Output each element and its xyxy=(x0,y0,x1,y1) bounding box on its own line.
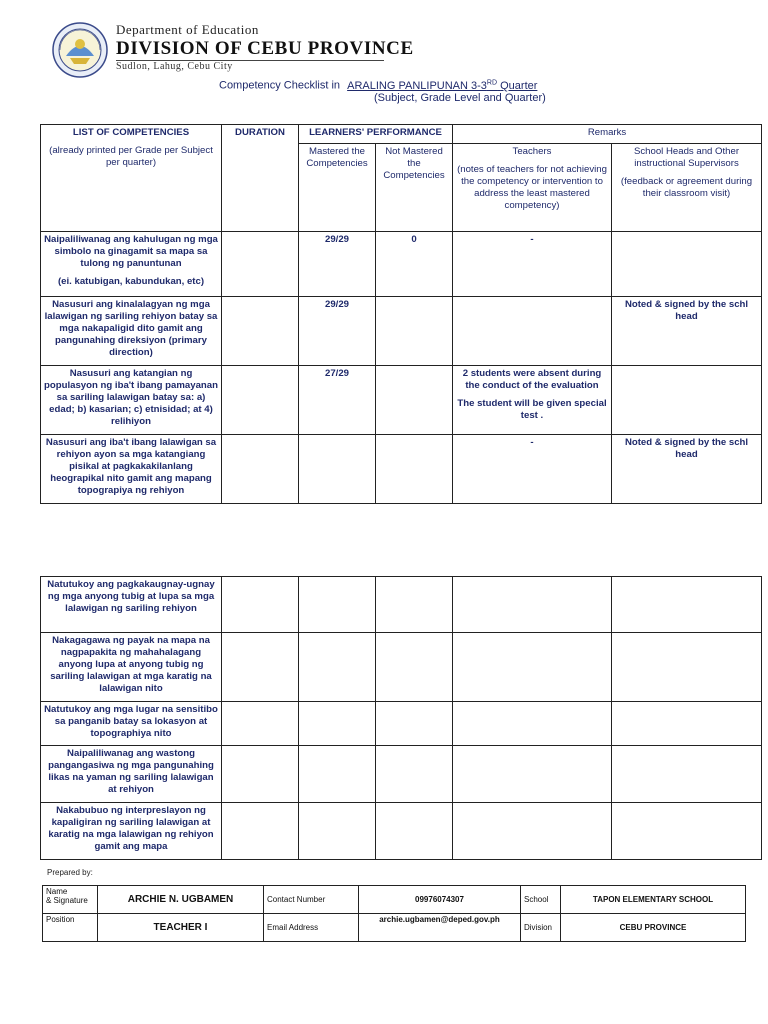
mastered-cell: 29/29 xyxy=(299,297,376,366)
title-subject xyxy=(347,80,537,92)
duration-cell xyxy=(222,577,299,633)
table-row xyxy=(41,633,762,702)
header-mastered: Mastered the Competencies xyxy=(299,144,376,232)
division-name: DIVISION OF CEBU PROVINCE xyxy=(116,38,414,59)
header-performance: LEARNERS' PERFORMANCE xyxy=(299,125,453,144)
table-row xyxy=(41,366,762,435)
school-name: TAPON ELEMENTARY SCHOOL xyxy=(561,886,746,914)
competency-cell: Nakabubuo ng interpreslayon ng kapaligiran ng sariling lalawigan at karatig na mga lalawigan ng rehiyon gamit ang mapa xyxy=(41,803,222,860)
table-row xyxy=(41,577,762,633)
prepared-by-label: Prepared by: xyxy=(47,868,93,877)
teachers-remark-cell xyxy=(453,702,612,746)
checklist-subtitle: (Subject, Grade Level and Quarter) xyxy=(374,92,546,104)
header-teachers xyxy=(453,144,612,232)
heads-remark-cell xyxy=(612,232,762,297)
duration-cell xyxy=(222,633,299,702)
mastered-cell xyxy=(299,633,376,702)
header-not-mastered: Not Mastered the Competencies xyxy=(376,144,453,232)
table-row xyxy=(41,297,762,366)
heads-remark-cell: Noted & signed by the schl head xyxy=(612,435,762,504)
header-remarks: Remarks xyxy=(453,125,762,144)
not-mastered-cell xyxy=(376,746,453,803)
not-mastered-cell xyxy=(376,633,453,702)
not-mastered-cell xyxy=(376,803,453,860)
checklist-title xyxy=(219,79,537,92)
teachers-remark-cell: - xyxy=(453,232,612,297)
heads-remark-cell xyxy=(612,366,762,435)
teachers-remark-cell xyxy=(453,297,612,366)
duration-cell xyxy=(222,803,299,860)
heads-remark-cell xyxy=(612,702,762,746)
title-subject-sup: RD xyxy=(486,79,498,86)
teachers-remark-cell xyxy=(453,633,612,702)
title-suffix: Quarter xyxy=(500,79,538,92)
table-row xyxy=(41,746,762,803)
competency-cell: Nasusuri ang katangian ng populasyon ng iba't ibang pamayanan sa sariling lalawigan batay sa: a) edad; b) kasarian; c) etnisidad; at 4) relihiyon xyxy=(41,366,222,435)
header-competencies xyxy=(41,125,222,232)
header-heads-label: School Heads and Other instructional Supervisors xyxy=(633,146,740,169)
department-name: Department of Education xyxy=(116,22,259,37)
mastered-cell xyxy=(299,702,376,746)
table-row xyxy=(41,435,762,504)
teachers-remark-cell xyxy=(453,366,612,435)
heads-remark-cell: Noted & signed by the schl head xyxy=(612,297,762,366)
not-mastered-cell xyxy=(376,577,453,633)
teachers-remark-cell xyxy=(453,746,612,803)
competency-cell: Nakagagawa ng payak na mapa na nagpapakita ng mahahalagang anyong lupa at anyong tubig ng sariling lalawigan at mga karatig na lalawigan nito xyxy=(41,633,222,702)
table-row xyxy=(41,232,762,297)
not-mastered-cell xyxy=(376,435,453,504)
mastered-cell xyxy=(299,435,376,504)
mastered-cell: 27/29 xyxy=(299,366,376,435)
duration-cell xyxy=(222,746,299,803)
not-mastered-cell: 0 xyxy=(376,232,453,297)
contact-number-label: Contact Number xyxy=(264,886,359,914)
table-row xyxy=(41,803,762,860)
header-heads xyxy=(612,144,762,232)
competency-cell: Nasusuri ang kinalalagyan ng mga lalawigan ng sariling rehiyon batay sa mga nakapaligid dito gamit ang pangunahing direksiyon (primary direction) xyxy=(41,297,222,366)
contact-number: 09976074307 xyxy=(359,886,521,914)
not-mastered-cell xyxy=(376,702,453,746)
not-mastered-cell xyxy=(376,297,453,366)
teachers-remark-cell: - xyxy=(453,435,612,504)
deped-seal-logo xyxy=(52,22,108,78)
duration-cell xyxy=(222,297,299,366)
header-teachers-note: (notes of teachers for not achieving the competency or intervention to address the least mastered competency) xyxy=(457,164,607,211)
header-competencies-note: (already printed per Grade per Subject per quarter) xyxy=(49,145,213,168)
name-signature-label: Name & Signature xyxy=(43,886,98,914)
not-mastered-cell xyxy=(376,366,453,435)
table-row xyxy=(41,702,762,746)
teacher-position: TEACHER I xyxy=(98,914,264,942)
mastered-cell xyxy=(299,746,376,803)
teachers-remark-cell xyxy=(453,803,612,860)
competency-cell: Nasusuri ang iba't ibang lalawigan sa rehiyon ayon sa mga katangiang pisikal at pagkakakilanlang heograpikal nito gamit ang mapang topograpiya ng rehiyon xyxy=(41,435,222,504)
heads-remark-cell xyxy=(612,577,762,633)
mastered-cell xyxy=(299,577,376,633)
competency-extra: (ei. katubigan, kabundukan, etc) xyxy=(57,276,205,287)
mastered-cell xyxy=(299,803,376,860)
competency-cell: Naipaliliwanag ang wastong pangangasiwa ng mga pangunahing likas na yaman ng sariling lalawigan at rehiyon xyxy=(41,746,222,803)
heads-remark-cell xyxy=(612,803,762,860)
duration-cell xyxy=(222,435,299,504)
teachers-remark-text: 2 students were absent during the conduct of the evaluation xyxy=(462,368,602,391)
competency-table xyxy=(40,124,762,504)
duration-cell xyxy=(222,702,299,746)
title-prefix: Competency Checklist in xyxy=(219,79,341,92)
division-label: Division xyxy=(521,914,561,942)
teachers-remark-cell xyxy=(453,577,612,633)
header-teachers-label: Teachers xyxy=(512,146,552,157)
duration-cell xyxy=(222,232,299,297)
competency-text: Naipaliliwanag ang kahulugan ng mga simbolo na ginagamit sa mapa sa tulong ng panuntunan xyxy=(44,234,218,269)
title-subject-text: ARALING PANLIPUNAN 3-3 xyxy=(347,79,487,92)
heads-remark-cell xyxy=(612,746,762,803)
email-label: Email Address xyxy=(264,914,359,942)
division-value: CEBU PROVINCE xyxy=(561,914,746,942)
header-competencies-label: LIST OF COMPETENCIES xyxy=(72,127,190,138)
mastered-cell: 29/29 xyxy=(299,232,376,297)
division-address: Sudlon, Lahug, Cebu City xyxy=(116,61,233,72)
competency-cell: Natutukoy ang pagkakaugnay-ugnay ng mga anyong tubig at lupa sa mga lalawigan ng sariling rehiyon xyxy=(41,577,222,633)
header-duration: DURATION xyxy=(222,125,299,232)
header-heads-note: (feedback or agreement during their classroom visit) xyxy=(620,176,753,199)
competency-cell xyxy=(41,232,222,297)
competency-cell: Natutukoy ang mga lugar na sensitibo sa panganib batay sa lokasyon at topographiya nito xyxy=(41,702,222,746)
duration-cell xyxy=(222,366,299,435)
heads-remark-cell xyxy=(612,633,762,702)
signature-table xyxy=(42,885,746,942)
teachers-remark-extra: The student will be given special test . xyxy=(457,398,607,421)
email-address: archie.ugbamen@deped.gov.ph xyxy=(359,914,521,942)
position-label: Position xyxy=(43,914,98,942)
school-label: School xyxy=(521,886,561,914)
teacher-name: ARCHIE N. UGBAMEN xyxy=(98,886,264,914)
competency-table-continued xyxy=(40,576,762,860)
